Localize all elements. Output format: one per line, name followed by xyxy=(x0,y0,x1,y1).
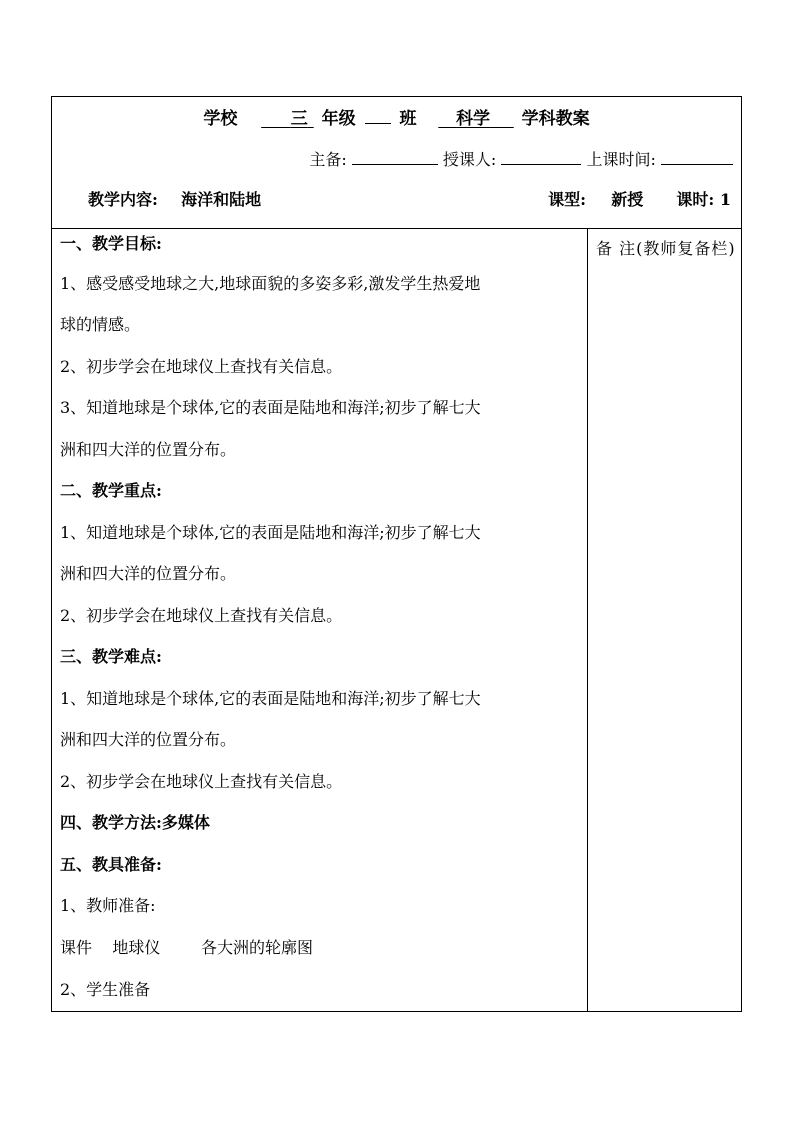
content-line-16: 1、教师准备: xyxy=(60,896,156,915)
content-line-18: 2、学生准备 xyxy=(60,980,151,999)
section-heading-materials: 五、教具准备: xyxy=(60,855,162,874)
notes-label: 备 注(教师复备栏) xyxy=(596,239,736,258)
content-line-8: 洲和四大洋的位置分布。 xyxy=(60,564,237,583)
title-subject-label: 学科教案 xyxy=(521,109,590,129)
preparation-line xyxy=(309,145,733,175)
title-subject-value: 科学 xyxy=(456,109,491,129)
teacher-label: 授课人: xyxy=(442,150,497,169)
title-school: 学校 xyxy=(203,109,238,129)
content-label: 教学内容: xyxy=(88,190,158,209)
section-heading-objectives: 一、教学目标: xyxy=(60,234,162,253)
content-line xyxy=(52,185,741,215)
content-value: 海洋和陆地 xyxy=(181,190,262,209)
title-class-blank xyxy=(365,103,391,124)
content-line-3: 2、初步学会在地球仪上查找有关信息。 xyxy=(60,357,343,376)
period-value: 1 xyxy=(719,190,731,209)
content-line-9: 2、初步学会在地球仪上查找有关信息。 xyxy=(60,606,343,625)
content-line-12: 洲和四大洋的位置分布。 xyxy=(60,730,237,749)
lesson-type-value: 新授 xyxy=(611,190,644,209)
content-topic xyxy=(88,185,261,215)
section-heading-methods: 四、教学方法:多媒体 xyxy=(60,813,210,832)
class-time-blank xyxy=(661,147,733,165)
notes-column xyxy=(588,229,741,1011)
title-grade-label: 年级 xyxy=(321,109,356,129)
lesson-plan-sheet xyxy=(51,96,742,1012)
main-prep-blank xyxy=(352,147,438,165)
content-line-5: 洲和四大洋的位置分布。 xyxy=(60,440,237,459)
content-line-2: 球的情感。 xyxy=(60,315,141,334)
teaching-content-column xyxy=(52,229,588,1011)
content-meta xyxy=(548,185,731,215)
period-label: 课时: xyxy=(676,190,715,209)
content-line-11: 1、知道地球是个球体,它的表面是陆地和海洋;初步了解七大 xyxy=(60,689,481,708)
lesson-type-label: 课型: xyxy=(548,190,587,209)
content-line-13: 2、初步学会在地球仪上查找有关信息。 xyxy=(60,772,343,791)
document-title xyxy=(52,103,741,135)
content-line-4: 3、知道地球是个球体,它的表面是陆地和海洋;初步了解七大 xyxy=(60,398,481,417)
content-line-17: 课件 地球仪 各大洲的轮廓图 xyxy=(60,938,314,957)
lesson-plan-body xyxy=(52,229,741,1011)
teacher-blank xyxy=(501,147,581,165)
title-class-label: 班 xyxy=(399,109,417,129)
content-line-1: 1、感受感受地球之大,地球面貌的多姿多彩,激发学生热爱地 xyxy=(60,274,481,293)
content-line-7: 1、知道地球是个球体,它的表面是陆地和海洋;初步了解七大 xyxy=(60,523,481,542)
section-heading-difficulties: 三、教学难点: xyxy=(60,647,162,666)
lesson-plan-header xyxy=(52,97,741,229)
section-heading-key-points: 二、教学重点: xyxy=(60,481,162,500)
class-time-label: 上课时间: xyxy=(586,150,656,169)
title-grade-value: 三 xyxy=(290,109,308,129)
main-prep-label: 主备: xyxy=(309,150,347,169)
